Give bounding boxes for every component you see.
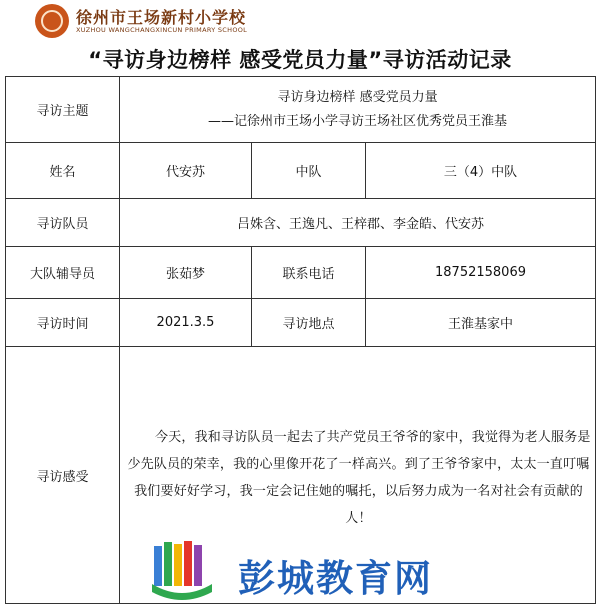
watermark-text: 彭城教育网 [238,556,433,600]
members-value: 吕姝含、王逸凡、王梓郡、李金皓、代安苏 [120,199,596,247]
school-name-english: XUZHOU WANGCHANGXINCUN PRIMARY SCHOOL [76,26,248,34]
table-row [6,299,596,347]
feeling-value: 今天，我和寻访队员一起去了共产党员王爷爷的家中，我觉得为老人服务是少先队员的荣幸，我的心里像开花了一样高兴。到了王爷爷家中，太太一直叮嘱我们要好好学习，我一定会记住她的嘱托，以后努力成为一名对社会有贡献的人！ [120,347,596,604]
table-row [6,77,596,143]
topic-line-1: 寻访身边榜样 感受党员力量 [277,89,438,105]
name-value: 代安苏 [120,143,252,199]
phone-label: 联系电话 [252,247,366,299]
feeling-label: 寻访感受 [6,347,120,604]
watermark [150,538,450,606]
school-name: 徐州市王场新村小学校 [76,8,247,27]
record-table [5,76,596,604]
time-label: 寻访时间 [6,299,120,347]
members-label: 寻访队员 [6,199,120,247]
phone-value: 18752158069 [366,247,596,299]
time-value: 2021.3.5 [120,299,252,347]
squad-label: 中队 [252,143,366,199]
table-row [6,143,596,199]
school-logo-icon [35,4,69,38]
squad-value: 三（4）中队 [366,143,596,199]
table-row [6,247,596,299]
topic-label: 寻访主题 [6,77,120,143]
name-label: 姓名 [6,143,120,199]
table-row [6,199,596,247]
place-label: 寻访地点 [252,299,366,347]
topic-line-2: ——记徐州市王场小学寻访王场社区优秀党员王淮基 [208,113,508,129]
topic-value [120,77,596,143]
school-header [0,0,600,40]
counselor-value: 张茹梦 [120,247,252,299]
colored-books-icon [150,538,214,604]
counselor-label: 大队辅导员 [6,247,120,299]
place-value: 王淮基家中 [366,299,596,347]
document-title: “寻访身边榜样 感受党员力量”寻访活动记录 [88,48,512,72]
